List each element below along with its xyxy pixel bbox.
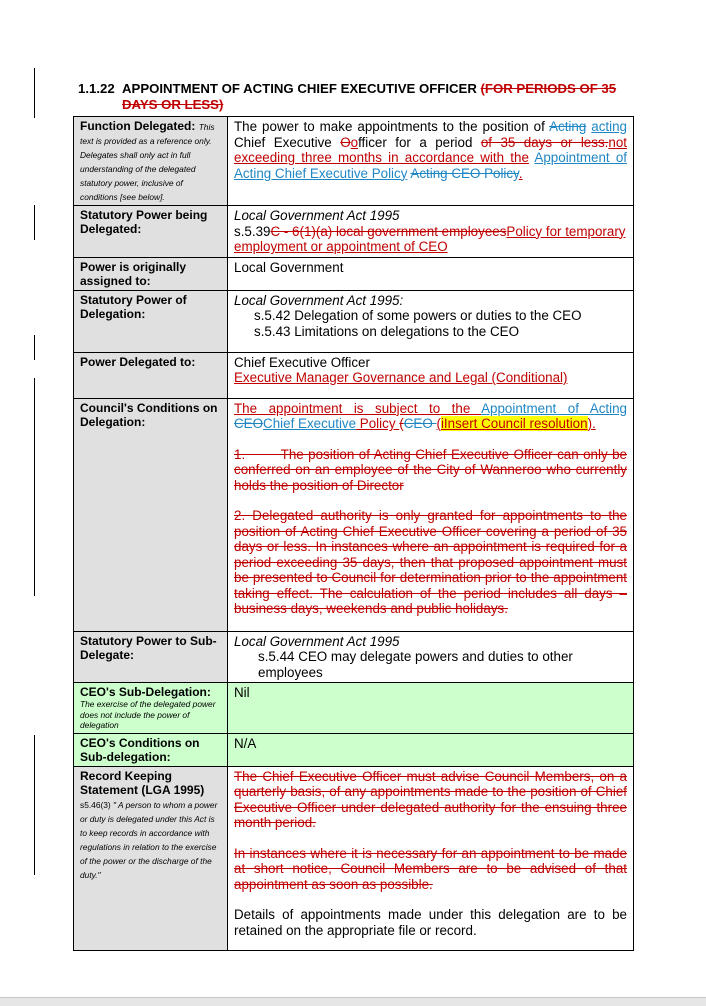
row-label: Statutory Power to Sub-Delegate:: [74, 631, 228, 683]
label-note: This text is provided as a reference only. Delegates shall only act in full understanding of the delegated statutory power, inclusive of conditions [see below].: [80, 122, 215, 202]
section-number: 1.1.22: [78, 81, 115, 96]
table-row: [74, 257, 634, 290]
row-label: CEO's Conditions on Sub-delegation:: [74, 733, 228, 766]
table-row: [74, 631, 634, 683]
row-value: The appointment is subject to the Appointment of Acting CEOChief Executive Policy (CEO (iInsert Council resolution). 1. The position of Acting Chief Executive Officer can only be conferred on an employee of the City of Wanneroo who currently holds the position of Director 2. Delegated authority is only granted for appointments to the position of Acting Chief Executive Officer covering a period of 35 days or less. In instances where an appointment is required for a period exceeding 35 days, then that proposed appointment must be presented to Council for determination prior to the appointment taking effect. The calculation of the period includes all days – business days, weekends and public holidays.: [228, 398, 634, 631]
row-value: Nil: [228, 683, 634, 734]
row-value: N/A: [228, 733, 634, 766]
change-bar: [34, 378, 35, 596]
row-label: Power is originally assigned to:: [74, 257, 228, 290]
row-label: Power Delegated to:: [74, 352, 228, 398]
deleted-title-text: (FOR PERIODS OF 35: [480, 81, 617, 96]
row-value: Local Government Act 1995: s.5.42 Delegation of some powers or duties to the CEO s.5.43 Limitations on delegations to the CEO: [228, 290, 634, 352]
change-bar: [34, 68, 35, 118]
section-title: APPOINTMENT OF ACTING CHIEF EXECUTIVE OFFICER: [122, 81, 477, 96]
row-value: Chief Executive Officer Executive Manager Governance and Legal (Conditional): [228, 352, 634, 398]
section-heading: [78, 81, 633, 113]
row-label: Statutory Power of Delegation:: [74, 290, 228, 352]
deleted-title-text: DAYS OR LESS): [122, 97, 224, 112]
table-row: [74, 766, 634, 950]
row-label: Council's Conditions on Delegation:: [74, 398, 228, 631]
table-row: [74, 352, 634, 398]
row-label: [74, 117, 228, 206]
row-value: The power to make appointments to the position of Acting acting Chief Executive Oofficer for a period of 35 days or less.not exceeding three months in accordance with the Appointment of Acting Chief Executive Policy Acting CEO Policy.: [228, 117, 634, 206]
row-label: CEO's Sub-Delegation: The exercise of the delegated power does not include the power of delegation: [74, 683, 228, 734]
table-row: [74, 733, 634, 766]
row-value: Local Government: [228, 257, 634, 290]
row-value: The Chief Executive Officer must advise Council Members, on a quarterly basis, of any appointments made to the position of Chief Executive Officer under delegated authority for the ensuing three month period. In instances where it is necessary for an appointment to be made at short notice, Council Members are to be advised of that appointment as soon as possible. Details of appointments made under this delegation are to be retained on the appropriate file or record.: [228, 766, 634, 950]
label-text: Function Delegated:: [80, 119, 196, 133]
change-bar: [34, 735, 35, 875]
table-row: [74, 117, 634, 206]
row-value: Local Government Act 1995 s.5.39C - 6(1)(a) local government employeesPolicy for temporary employment or appointment of CEO: [228, 206, 634, 258]
row-label: Record Keeping Statement (LGA 1995) s5.46(3) " A person to whom a power or duty is delegated under this Act is to keep records in accordance with regulations in relation to the exercise of the power or the discharge of the duty.": [74, 766, 228, 950]
table-row: [74, 290, 634, 352]
table-row: [74, 398, 634, 631]
change-bar: [34, 205, 35, 240]
table-row: [74, 683, 634, 734]
change-bar: [34, 335, 35, 360]
row-value: Local Government Act 1995 s.5.44 CEO may delegate powers and duties to other employees: [228, 631, 634, 683]
row-label: Statutory Power being Delegated:: [74, 206, 228, 258]
table-row: [74, 206, 634, 258]
delegation-table: [73, 116, 634, 951]
